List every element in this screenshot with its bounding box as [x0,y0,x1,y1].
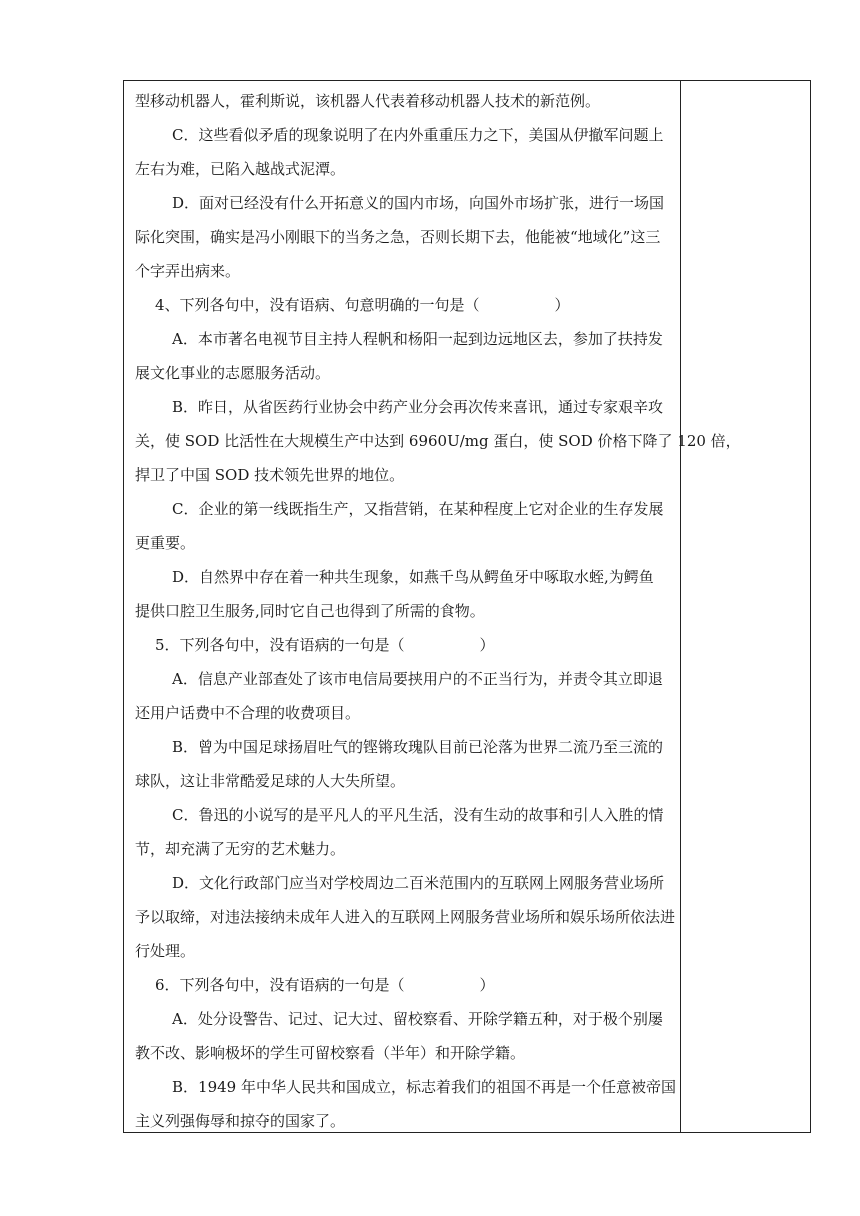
text-line: D．面对已经没有什么开拓意义的国内市场，向国外市场扩张，进行一场国 [172,194,665,212]
text-line: C．企业的第一线既指生产，又指营销，在某种程度上它对企业的生存发展 [172,500,664,518]
text-line: 际化突围，确实是冯小刚眼下的当务之急，否则长期下去，他能被“地域化”这三 [135,228,661,246]
text-line: 提供口腔卫生服务,同时它自己也得到了所需的食物。 [135,602,485,620]
text-line: C．鲁迅的小说写的是平凡人的平凡生活，没有生动的故事和引人入胜的情 [172,806,664,824]
text-line: A．处分设警告、记过、记大过、留校察看、开除学籍五种，对于极个别屡 [172,1010,663,1028]
text-line: 主义列强侮辱和掠夺的国家了。 [135,1112,346,1130]
text-line: 捍卫了中国 SOD 技术领先世界的地位。 [135,466,405,484]
text-line: 球队，这让非常酷爱足球的人大失所望。 [135,772,406,790]
text-line: B．昨日，从省医药行业协会中药产业分会再次传来喜讯，通过专家艰辛攻 [172,398,664,416]
text-line: 左右为难，已陷入越战式泥潭。 [135,160,346,178]
text-line: 节，却充满了无穷的艺术魅力。 [135,840,346,858]
text-line: B．曾为中国足球扬眉吐气的铿锵玫瑰队目前已沦落为世界二流乃至三流的 [172,738,664,756]
question-heading: 6．下列各句中，没有语病的一句是（ ） [155,976,495,994]
notes-cell [681,81,810,1132]
text-line: D．自然界中存在着一种共生现象，如燕千鸟从鳄鱼牙中啄取水蛭,为鳄鱼 [172,568,654,586]
text-line: 展文化事业的志愿服务活动。 [135,364,331,382]
text-line: 关，使 SOD 比活性在大规模生产中达到 6960U/mg 蛋白，使 SOD 价格下降了 120 倍， [135,432,741,450]
question-heading: 4、下列各句中，没有语病、句意明确的一句是（ ） [155,296,570,314]
text-line: 行处理。 [135,942,196,960]
text-line: D．文化行政部门应当对学校周边二百米范围内的互联网上网服务营业场所 [172,874,665,892]
text-line: B．1949 年中华人民共和国成立，标志着我们的祖国不再是一个任意被帝国 [172,1078,676,1096]
text-line: C．这些看似矛盾的现象说明了在内外重重压力之下，美国从伊撤军问题上 [172,126,664,144]
text-line: A．信息产业部查处了该市电信局要挟用户的不正当行为，并责令其立即退 [172,670,663,688]
text-line: 还用户话费中不合理的收费项目。 [135,704,361,722]
text-line: A．本市著名电视节目主持人程帆和杨阳一起到边远地区去，参加了扶持发 [172,330,663,348]
text-line: 教不改、影响极坏的学生可留校察看（半年）和开除学籍。 [135,1044,526,1062]
text-line: 更重要。 [135,534,196,552]
text-line: 个字弄出病来。 [135,262,241,280]
text-line: 型移动机器人，霍利斯说，该机器人代表着移动机器人技术的新范例。 [135,92,601,110]
text-line: 予以取缔，对违法接纳未成年人进入的互联网上网服务营业场所和娱乐场所依法进 [135,908,676,926]
question-heading: 5．下列各句中，没有语病的一句是（ ） [155,636,495,654]
